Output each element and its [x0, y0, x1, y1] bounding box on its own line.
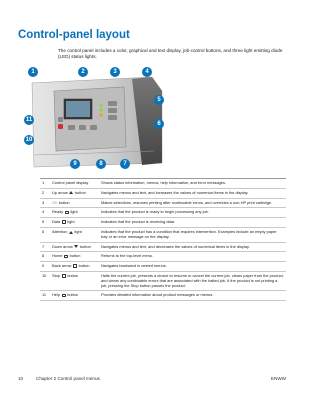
intro-paragraph: The control panel includes a color, graphical and text display, job-control buttons, and three light emitting diode (LED) status lights. — [58, 48, 283, 60]
table-row — [40, 208, 286, 218]
callout-4: 4 — [142, 67, 152, 77]
item-label: Data — [52, 219, 61, 225]
table-row — [40, 262, 286, 272]
table-row — [40, 272, 286, 291]
item-suffix: button — [74, 189, 86, 195]
row-description: Navigates menus and text, and decreases the values of numerical items in the display. — [101, 243, 250, 249]
callout-10: 10 — [25, 137, 33, 143]
callout-table — [40, 178, 286, 301]
row-item — [49, 189, 99, 198]
table-row — [40, 252, 286, 262]
row-description: Returns to the top-level menu. — [101, 253, 154, 259]
callout-7: 7 — [120, 159, 130, 169]
row-description: Navigates menus and text, and increases the values of numerical items in the display. — [101, 189, 249, 195]
callout-5: 5 — [154, 95, 164, 105]
data-light-icon — [62, 220, 66, 223]
row-number: 3 — [42, 199, 45, 205]
item-label: Up arrow — [52, 189, 68, 195]
item-label: Attention — [52, 228, 68, 234]
row-item — [49, 272, 99, 290]
table-row — [40, 199, 286, 209]
item-suffix: button — [69, 253, 81, 259]
item-suffix: button — [67, 272, 79, 278]
item-suffix: button — [79, 243, 91, 249]
table-row — [40, 228, 286, 243]
row-description: Indicates that the product is ready to begin processing any job. — [101, 209, 209, 215]
row-number: 5 — [42, 219, 45, 225]
row-item — [49, 243, 99, 252]
up-arrow-icon — [69, 191, 73, 194]
item-suffix: light — [67, 219, 75, 225]
item-label: Back arrow — [52, 263, 72, 269]
row-number: 6 — [42, 228, 45, 234]
row-item: Control panel display — [52, 180, 89, 185]
row-number: 8 — [42, 253, 45, 259]
item-label: OK — [52, 199, 58, 205]
callout-3: 3 — [110, 67, 120, 77]
home-icon — [64, 255, 68, 258]
item-suffix: button — [67, 292, 79, 298]
row-item — [49, 199, 99, 208]
row-description: Shows status information, menus, help information, and error messages. — [101, 180, 226, 185]
chapter-label: Chapter 2 Control panel menus — [36, 376, 100, 381]
control-panel-illustration — [24, 65, 166, 171]
row-item — [49, 252, 99, 261]
callout-2: 2 — [78, 67, 88, 77]
row-item — [49, 208, 99, 217]
control-panel-figure — [24, 65, 166, 171]
table-row — [40, 189, 286, 199]
table-row — [40, 291, 286, 301]
callout-8: 8 — [96, 159, 106, 169]
item-suffix: button — [58, 199, 70, 205]
row-item — [49, 218, 99, 227]
stop-icon — [62, 274, 66, 277]
item-label: Ready — [52, 209, 64, 215]
page-number: 10 — [18, 376, 24, 381]
brand-label: ENWW — [270, 376, 286, 381]
row-item — [49, 228, 99, 242]
row-description: Halts the current job, presents a choice to resume or cancel the current job, clears paper from the product, and clears any continuable errors that are associated with the halted job. If the product is not printing a job, pressing the Stop button pauses the product. — [101, 272, 284, 288]
attention-light-icon — [69, 231, 73, 234]
back-arrow-icon — [73, 264, 77, 267]
table-row — [40, 179, 286, 189]
item-label: Home — [52, 253, 63, 259]
table-row — [40, 218, 286, 228]
row-description: Indicates that the product has a condition that requires intervention. Examples include an empty paper tray or an error message on the display. — [101, 228, 277, 239]
row-number: 11 — [42, 292, 47, 298]
row-item — [49, 262, 99, 271]
row-number: 2 — [42, 189, 45, 195]
item-label: Help — [52, 292, 61, 298]
row-description: Makes selections, resumes printing after continuable errors, and overrides a non-HP print cartridge. — [101, 199, 272, 205]
callout-9: 9 — [70, 159, 80, 169]
row-item — [49, 291, 99, 300]
row-description: Indicates that the product is receiving data. — [101, 219, 175, 225]
callout-11: 11 — [25, 117, 33, 123]
row-description: Navigates backward in nested menus. — [101, 263, 167, 269]
page-title: Control-panel layout — [18, 29, 130, 41]
down-arrow-icon — [74, 245, 78, 248]
row-number: 10 — [42, 272, 47, 278]
row-number: 4 — [42, 209, 45, 215]
row-number: 7 — [42, 243, 45, 249]
item-suffix: light — [74, 228, 82, 234]
row-number: 9 — [42, 263, 45, 269]
callout-1: 1 — [28, 67, 38, 77]
row-number: 1 — [42, 180, 45, 185]
item-suffix: button — [78, 263, 90, 269]
callout-6: 6 — [154, 119, 164, 129]
table-row — [40, 243, 286, 253]
row-description: Provides detailed information about product messages or menus. — [101, 292, 214, 298]
ready-light-icon — [65, 211, 69, 214]
item-label: Down arrow — [52, 243, 73, 249]
help-icon — [62, 294, 66, 297]
item-label: Stop — [52, 272, 61, 278]
item-suffix: light — [70, 209, 78, 215]
